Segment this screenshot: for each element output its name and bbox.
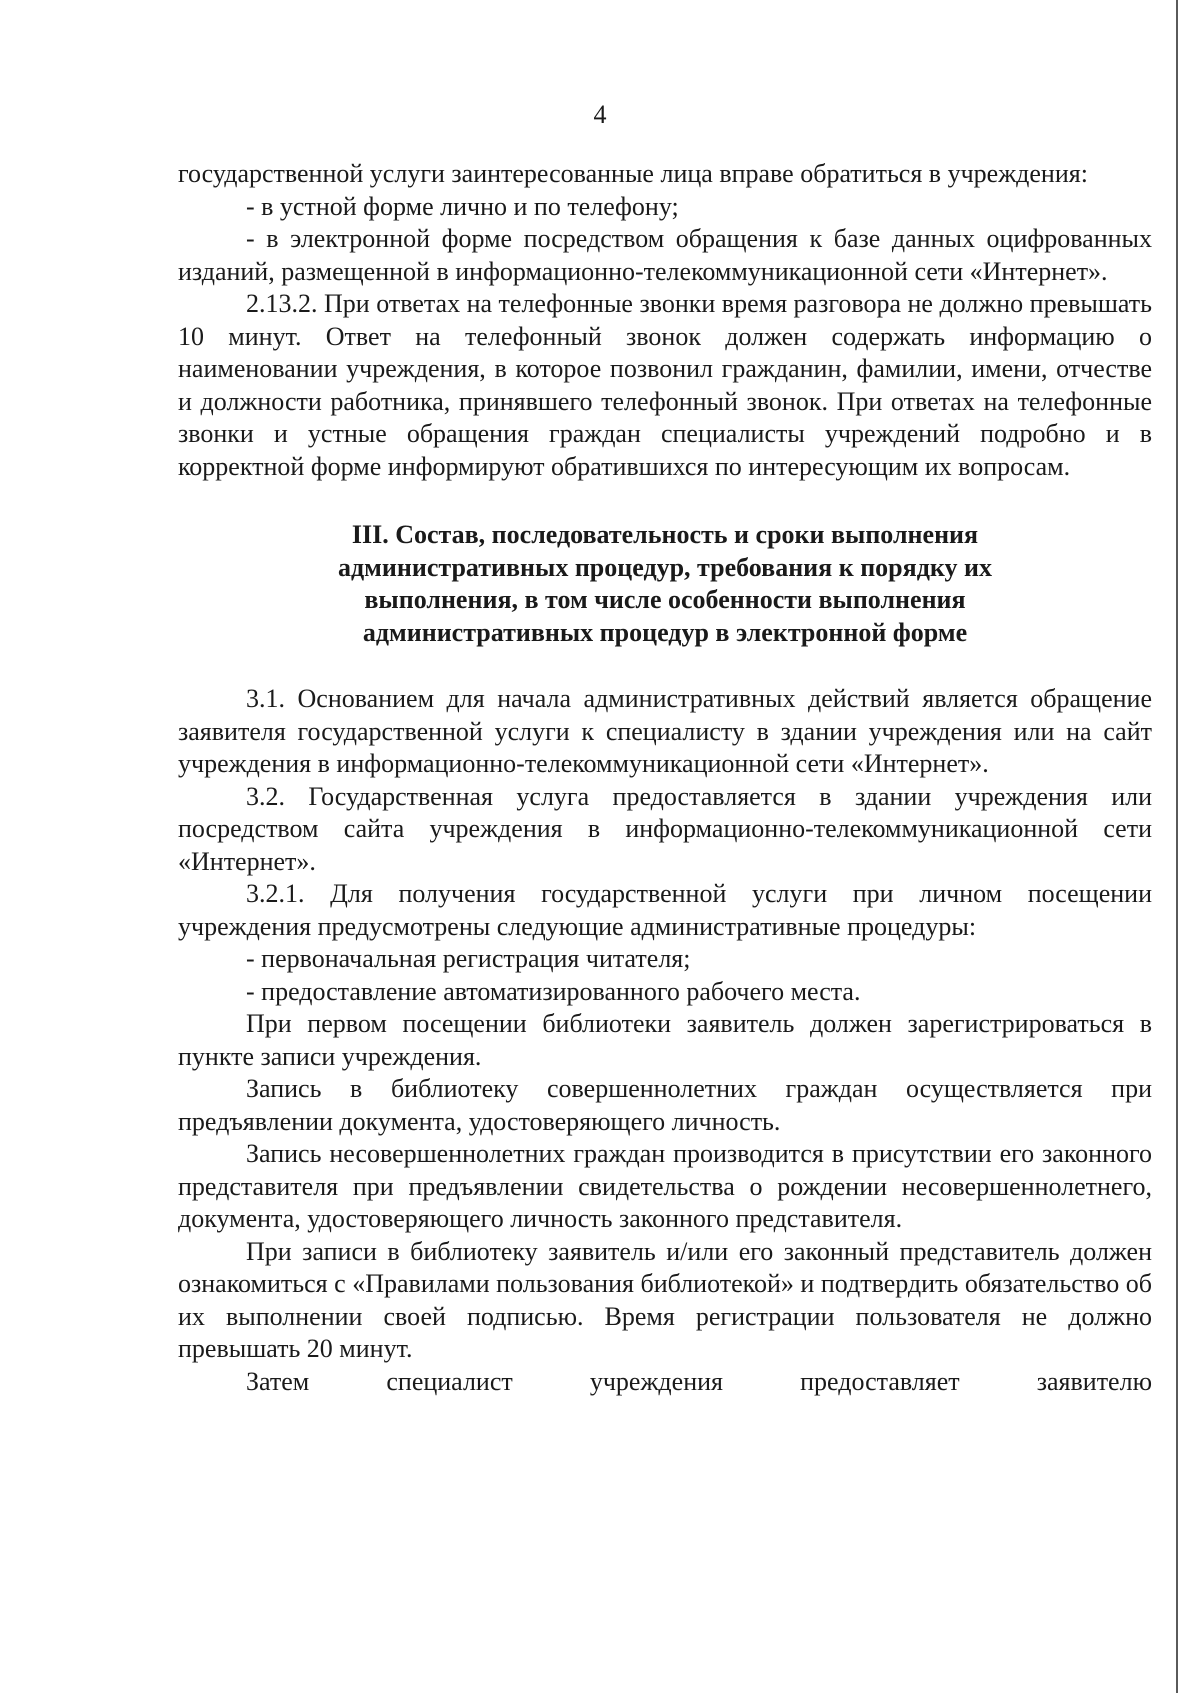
heading-line-1: III. Состав, последовательность и сроки выполнения — [351, 520, 979, 549]
paragraph: - первоначальная регистрация читателя; — [246, 944, 691, 973]
heading-line-3: выполнения, в том числе особенности выполнения — [364, 585, 966, 614]
paragraph: Затем специалист учреждения предоставляет заявителю — [246, 1366, 1152, 1396]
paragraph: 3.1. Основанием для начала административных действий является обращение заявителя государственной услуги к специалисту в здании учреждения или на сайт учреждения в информационно-телекоммуникационной сети «Интернет». — [178, 684, 1152, 778]
document-body — [178, 158, 1152, 1398]
paragraph: При первом посещении библиотеки заявитель должен зарегистрироваться в пункте записи учреждения. — [178, 1009, 1152, 1071]
paragraph: 3.2.1. Для получения государственной услуги при личном посещении учреждения предусмотрены следующие административные процедуры: — [178, 879, 1152, 941]
heading-line-2: административных процедур, требования к порядку их — [338, 552, 992, 582]
paragraph: 3.2. Государственная услуга предоставляется в здании учреждения или посредством сайта учреждения в информационно-телекоммуникационной сети «Интернет». — [178, 781, 1152, 876]
paragraph: - в устной форме лично и по телефону; — [246, 191, 679, 221]
paragraph: - в электронной форме посредством обращения к базе данных оцифрованных изданий, размещенной в информационно-телекоммуникационной сети «Интернет». — [178, 224, 1152, 286]
paragraph: Запись в библиотеку совершеннолетних граждан осуществляется при предъявлении документа, удостоверяющего личность. — [178, 1074, 1152, 1136]
paragraph: 2.13.2. При ответах на телефонные звонки время разговора не должно превышать 10 минут. Ответ на телефонный звонок должен содержать информацию о наименовании учреждения, в которое позвонил гражданин, фамилии, имени, отчестве и должности работника, принявшего телефонный звонок. При ответах на телефонные звонки и устные обращения граждан специалисты учреждений подробно и в корректной форме информируют обратившихся по интересующим их вопросам. — [178, 289, 1152, 481]
section-top — [178, 158, 1152, 483]
page-number: 4 — [593, 100, 607, 129]
paragraph: Запись несовершеннолетних граждан производится в присутствии его законного представителя при предъявлении свидетельства о рождении несовершеннолетнего, документа, удостоверяющего личность законного представителя. — [178, 1139, 1152, 1233]
paragraph: - предоставление автоматизированного рабочего места. — [246, 976, 861, 1006]
section-bottom — [178, 683, 1152, 1398]
section-heading — [178, 519, 1152, 649]
paragraph: государственной услуги заинтересованные лица вправе обратиться в учреждения: — [178, 159, 1088, 188]
heading-line-4: административных процедур в электронной форме — [362, 617, 968, 647]
scan-edge-line — [1176, 0, 1178, 1693]
paragraph: При записи в библиотеку заявитель и/или его законный представитель должен ознакомиться с «Правилами пользования библиотекой» и подтвердить обязательство об их выполнении своей подписью. Время регистрации пользователя не должно превышать 20 минут. — [178, 1236, 1152, 1363]
